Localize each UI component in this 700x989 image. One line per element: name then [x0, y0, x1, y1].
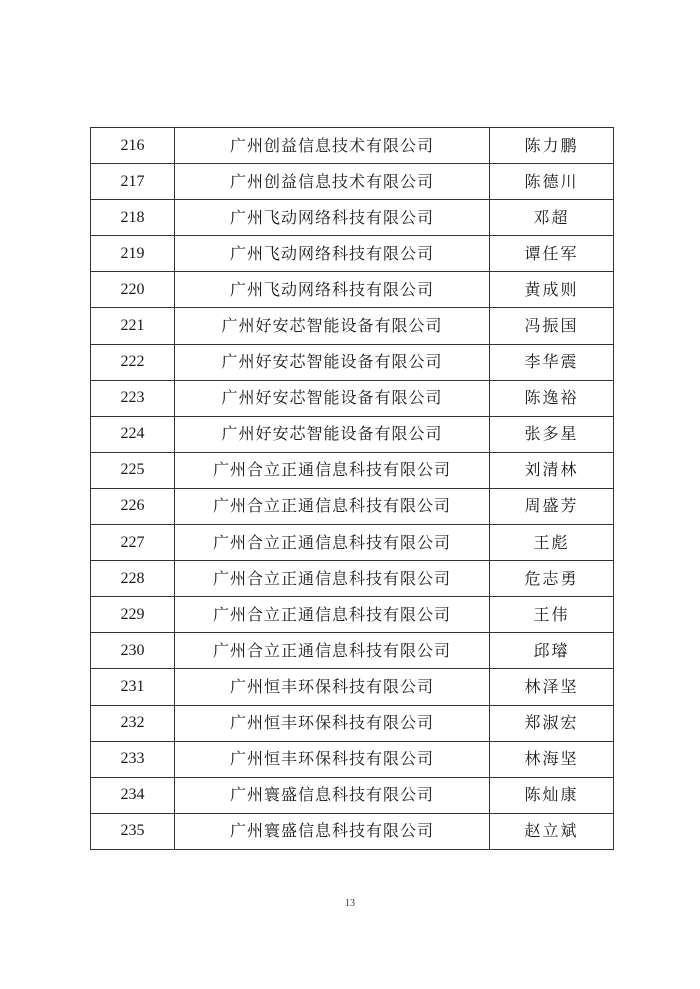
row-number: 235: [91, 813, 175, 849]
company-name: 广州合立正通信息科技有限公司: [175, 561, 490, 597]
table-row: [91, 236, 614, 272]
page-number: 13: [345, 898, 355, 909]
table-row: [91, 813, 614, 849]
table-row: [91, 633, 614, 669]
person-name: 刘清林: [490, 452, 614, 488]
table-row: [91, 452, 614, 488]
company-name: 广州飞动网络科技有限公司: [175, 272, 490, 308]
person-name: 陈力鹏: [490, 128, 614, 164]
row-number: 225: [91, 452, 175, 488]
row-number: 224: [91, 416, 175, 452]
company-name: 广州恒丰环保科技有限公司: [175, 741, 490, 777]
table-row: [91, 380, 614, 416]
row-number: 232: [91, 705, 175, 741]
company-name: 广州合立正通信息科技有限公司: [175, 633, 490, 669]
person-name: 王伟: [490, 597, 614, 633]
row-number: 228: [91, 561, 175, 597]
company-name: 广州合立正通信息科技有限公司: [175, 525, 490, 561]
table-row: [91, 488, 614, 524]
company-name: 广州好安芯智能设备有限公司: [175, 416, 490, 452]
roster-table: [90, 127, 614, 850]
person-name: 赵立斌: [490, 813, 614, 849]
row-number: 233: [91, 741, 175, 777]
table-row: [91, 525, 614, 561]
person-name: 王彪: [490, 525, 614, 561]
row-number: 220: [91, 272, 175, 308]
person-name: 周盛芳: [490, 488, 614, 524]
company-name: 广州创益信息技术有限公司: [175, 128, 490, 164]
person-name: 邓超: [490, 200, 614, 236]
company-name: 广州恒丰环保科技有限公司: [175, 705, 490, 741]
person-name: 林海坚: [490, 741, 614, 777]
row-number: 218: [91, 200, 175, 236]
row-number: 217: [91, 164, 175, 200]
table-row: [91, 416, 614, 452]
table-row: [91, 308, 614, 344]
person-name: 邱璿: [490, 633, 614, 669]
row-number: 223: [91, 380, 175, 416]
person-name: 陈灿康: [490, 777, 614, 813]
person-name: 黄成则: [490, 272, 614, 308]
company-name: 广州恒丰环保科技有限公司: [175, 669, 490, 705]
table-row: [91, 705, 614, 741]
person-name: 李华震: [490, 344, 614, 380]
table-row: [91, 597, 614, 633]
company-name: 广州飞动网络科技有限公司: [175, 200, 490, 236]
person-name: 陈德川: [490, 164, 614, 200]
row-number: 230: [91, 633, 175, 669]
row-number: 222: [91, 344, 175, 380]
person-name: 张多星: [490, 416, 614, 452]
table-row: [91, 344, 614, 380]
company-name: 广州好安芯智能设备有限公司: [175, 308, 490, 344]
company-name: 广州好安芯智能设备有限公司: [175, 344, 490, 380]
row-number: 219: [91, 236, 175, 272]
table-row: [91, 200, 614, 236]
row-number: 216: [91, 128, 175, 164]
table-row: [91, 272, 614, 308]
row-number: 229: [91, 597, 175, 633]
row-number: 234: [91, 777, 175, 813]
person-name: 谭任军: [490, 236, 614, 272]
company-name: 广州合立正通信息科技有限公司: [175, 452, 490, 488]
table-row: [91, 777, 614, 813]
table-row: [91, 561, 614, 597]
row-number: 227: [91, 525, 175, 561]
company-name: 广州好安芯智能设备有限公司: [175, 380, 490, 416]
person-name: 郑淑宏: [490, 705, 614, 741]
table-row: [91, 741, 614, 777]
person-name: 陈逸裕: [490, 380, 614, 416]
company-name: 广州创益信息技术有限公司: [175, 164, 490, 200]
table-row: [91, 669, 614, 705]
company-name: 广州合立正通信息科技有限公司: [175, 597, 490, 633]
company-name: 广州寰盛信息科技有限公司: [175, 813, 490, 849]
row-number: 226: [91, 488, 175, 524]
row-number: 231: [91, 669, 175, 705]
person-name: 林泽坚: [490, 669, 614, 705]
table-row: [91, 164, 614, 200]
table-row: [91, 128, 614, 164]
person-name: 危志勇: [490, 561, 614, 597]
row-number: 221: [91, 308, 175, 344]
company-name: 广州寰盛信息科技有限公司: [175, 777, 490, 813]
person-name: 冯振国: [490, 308, 614, 344]
company-name: 广州合立正通信息科技有限公司: [175, 488, 490, 524]
company-name: 广州飞动网络科技有限公司: [175, 236, 490, 272]
